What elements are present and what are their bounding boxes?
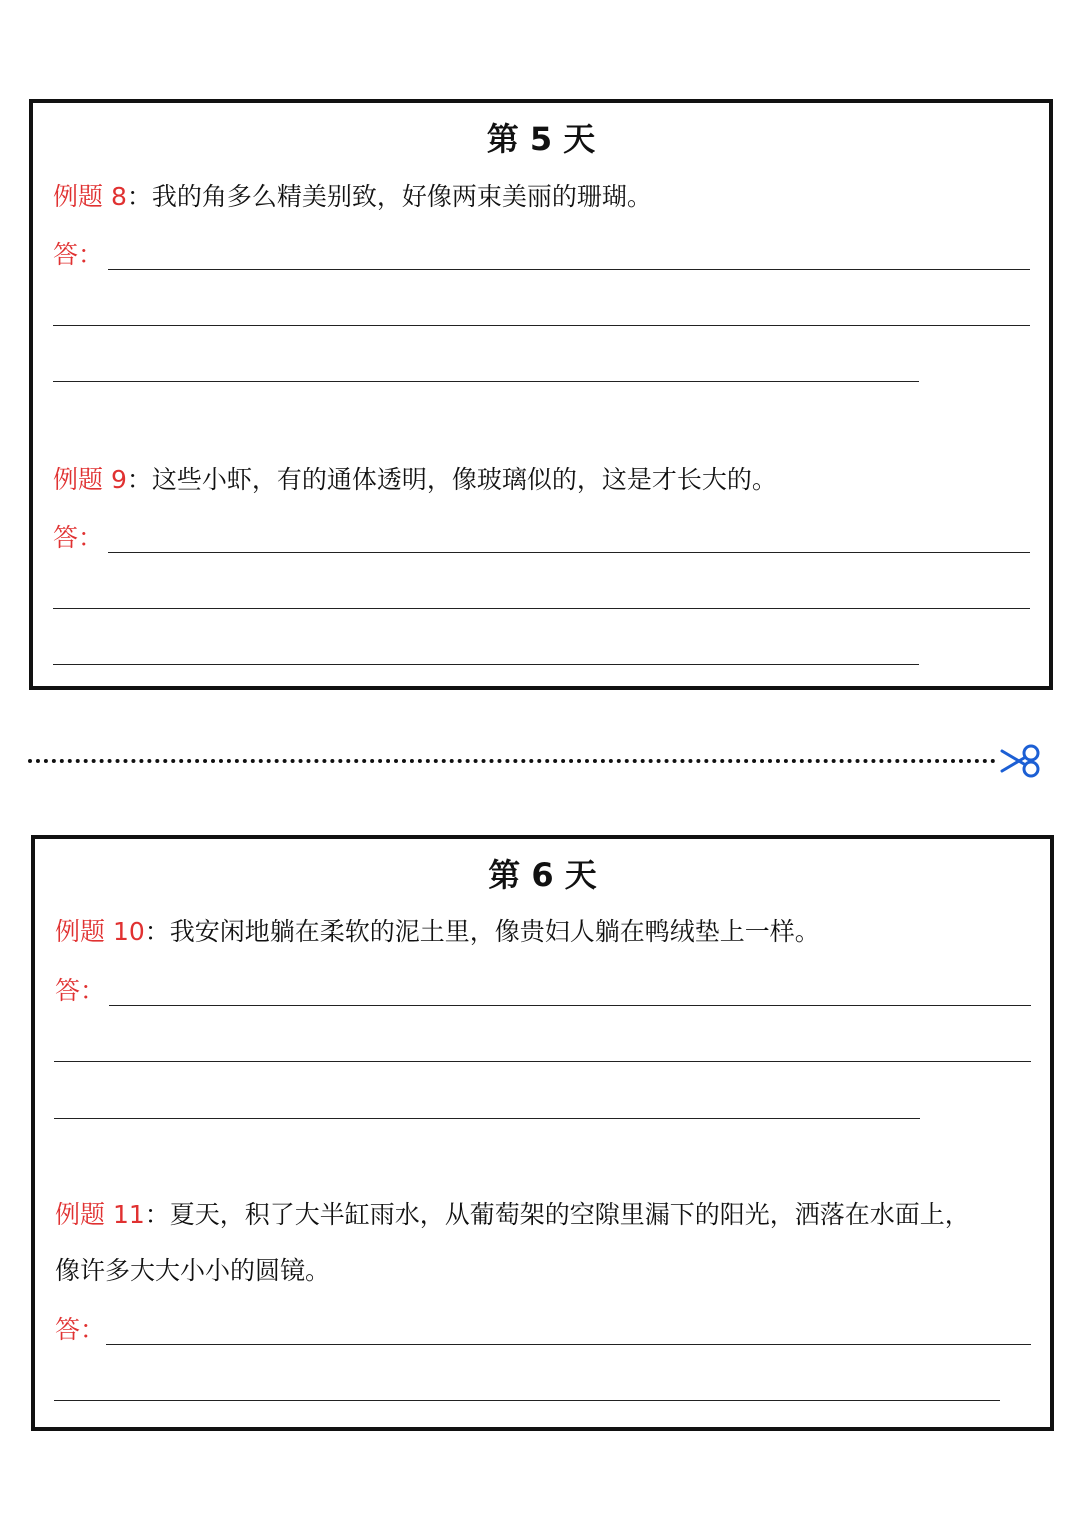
question-8 bbox=[53, 181, 652, 213]
answer-label: 答： bbox=[53, 523, 104, 552]
answer-line[interactable] bbox=[54, 1118, 920, 1119]
cut-line bbox=[28, 759, 996, 763]
question-label: 例题 10 bbox=[55, 917, 145, 946]
answer-line[interactable] bbox=[53, 325, 1030, 326]
question-separator: ： bbox=[126, 182, 152, 211]
answer-line[interactable] bbox=[53, 381, 919, 382]
answer-line[interactable] bbox=[54, 1061, 1031, 1062]
question-text: 这些小虾，有的通体透明，像玻璃似的，这是才长大的。 bbox=[151, 465, 777, 494]
question-11-continued: 像许多大大小小的圆镜。 bbox=[55, 1256, 331, 1285]
question-label: 例题 9 bbox=[53, 465, 127, 494]
day-title: 第 6 天 bbox=[488, 856, 597, 894]
question-text: 我安闲地躺在柔软的泥土里，像贵妇人躺在鸭绒垫上一样。 bbox=[169, 917, 820, 946]
answer-line[interactable] bbox=[108, 552, 1030, 553]
question-label: 例题 11 bbox=[55, 1200, 145, 1229]
card-day-6 bbox=[31, 835, 1054, 1431]
answer-label: 答： bbox=[53, 240, 104, 269]
answer-line[interactable] bbox=[108, 269, 1030, 270]
day-title: 第 5 天 bbox=[486, 120, 596, 158]
question-separator: ： bbox=[144, 917, 170, 946]
card-day-5 bbox=[29, 99, 1053, 690]
scissors-icon bbox=[998, 742, 1042, 780]
answer-label: 答： bbox=[55, 976, 106, 1005]
question-10 bbox=[55, 916, 820, 948]
question-separator: ： bbox=[144, 1200, 170, 1229]
answer-line[interactable] bbox=[54, 1400, 1000, 1401]
answer-line[interactable] bbox=[53, 608, 1030, 609]
question-separator: ： bbox=[126, 465, 152, 494]
question-label: 例题 8 bbox=[53, 182, 127, 211]
question-11 bbox=[55, 1199, 970, 1231]
question-9 bbox=[53, 464, 777, 496]
answer-label: 答： bbox=[55, 1315, 106, 1344]
answer-line[interactable] bbox=[106, 1344, 1031, 1345]
answer-line[interactable] bbox=[109, 1005, 1031, 1006]
question-text: 夏天，积了大半缸雨水，从葡萄架的空隙里漏下的阳光，洒落在水面上， bbox=[169, 1200, 970, 1229]
answer-line[interactable] bbox=[53, 664, 919, 665]
question-text: 我的角多么精美别致，好像两束美丽的珊瑚。 bbox=[151, 182, 652, 211]
